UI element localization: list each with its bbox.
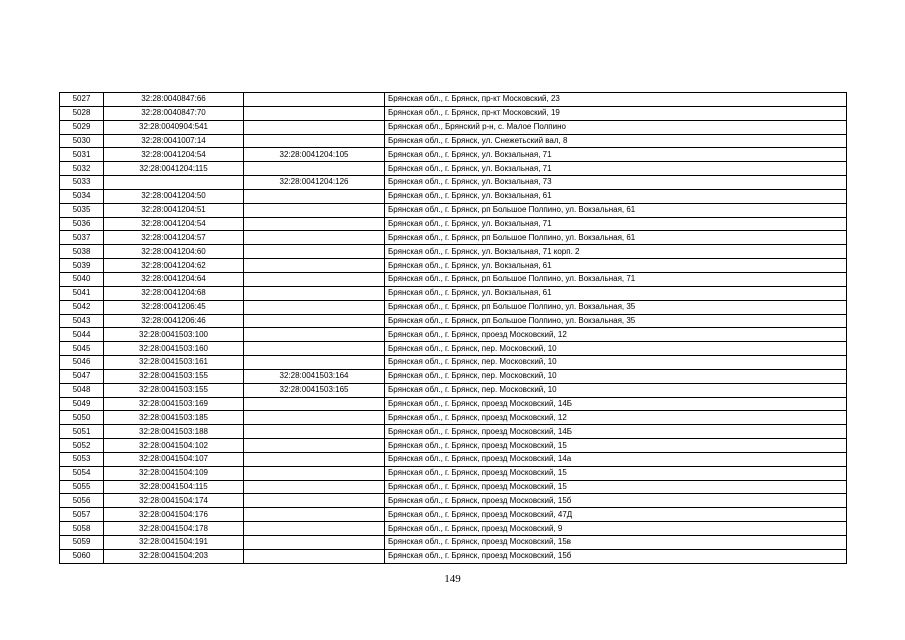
table-row: [60, 134, 847, 148]
cadastral-number-cell: 32:28:0041204:64: [104, 272, 244, 286]
row-number-cell: 5046: [60, 356, 104, 370]
cadastral-number-cell: 32:28:0041504:191: [104, 536, 244, 550]
table-row: [60, 300, 847, 314]
row-number-cell: 5027: [60, 93, 104, 107]
table-row: [60, 217, 847, 231]
row-number-cell: 5049: [60, 397, 104, 411]
table-row: [60, 120, 847, 134]
table-row: [60, 411, 847, 425]
cadastral-number-cell: 32:28:0041504:109: [104, 466, 244, 480]
table-row: [60, 356, 847, 370]
table-row: [60, 93, 847, 107]
cadastral-number-cell: 32:28:0041204:68: [104, 286, 244, 300]
cadastral-number-cell: 32:28:0041503:169: [104, 397, 244, 411]
related-cadastral-number-cell: [244, 259, 385, 273]
page-number: 149: [444, 573, 461, 585]
related-cadastral-number-cell: [244, 106, 385, 120]
address-cell: Брянская обл., г. Брянск, проезд Московский, 47Д: [385, 508, 847, 522]
address-cell: Брянская обл., Брянский р-н, с. Малое Полпино: [385, 120, 847, 134]
table-row: [60, 383, 847, 397]
related-cadastral-number-cell: [244, 425, 385, 439]
row-number-cell: 5033: [60, 176, 104, 190]
related-cadastral-number-cell: [244, 536, 385, 550]
address-cell: Брянская обл., г. Брянск, ул. Вокзальная, 71: [385, 148, 847, 162]
related-cadastral-number-cell: 32:28:0041503:165: [244, 383, 385, 397]
cadastral-number-cell: 32:28:0041206:46: [104, 314, 244, 328]
cadastral-number-cell: 32:28:0041503:188: [104, 425, 244, 439]
row-number-cell: 5045: [60, 342, 104, 356]
address-cell: Брянская обл., г. Брянск, проезд Московский, 15в: [385, 536, 847, 550]
related-cadastral-number-cell: [244, 480, 385, 494]
address-cell: Брянская обл., г. Брянск, проезд Московский, 9: [385, 522, 847, 536]
row-number-cell: 5035: [60, 203, 104, 217]
cadastral-number-cell: 32:28:0041504:115: [104, 480, 244, 494]
table-row: [60, 148, 847, 162]
row-number-cell: 5031: [60, 148, 104, 162]
cadastral-number-cell: 32:28:0041503:161: [104, 356, 244, 370]
related-cadastral-number-cell: [244, 203, 385, 217]
cadastral-number-cell: 32:28:0041503:100: [104, 328, 244, 342]
table-row: [60, 522, 847, 536]
cadastral-number-cell: 32:28:0041204:62: [104, 259, 244, 273]
address-cell: Брянская обл., г. Брянск, ул. Вокзальная, 71: [385, 162, 847, 176]
table-row: [60, 439, 847, 453]
related-cadastral-number-cell: 32:28:0041204:105: [244, 148, 385, 162]
related-cadastral-number-cell: 32:28:0041503:164: [244, 369, 385, 383]
address-cell: Брянская обл., г. Брянск, ул. Вокзальная, 73: [385, 176, 847, 190]
cadastral-number-cell: [104, 176, 244, 190]
table-row: [60, 259, 847, 273]
cadastral-number-cell: 32:28:0041503:155: [104, 383, 244, 397]
row-number-cell: 5036: [60, 217, 104, 231]
address-cell: Брянская обл., г. Брянск, рп Большое Полпино, ул. Вокзальная, 71: [385, 272, 847, 286]
cadastral-number-cell: 32:28:0041204:54: [104, 217, 244, 231]
related-cadastral-number-cell: [244, 342, 385, 356]
row-number-cell: 5037: [60, 231, 104, 245]
related-cadastral-number-cell: [244, 120, 385, 134]
row-number-cell: 5048: [60, 383, 104, 397]
table-row: [60, 397, 847, 411]
row-number-cell: 5030: [60, 134, 104, 148]
table-row: [60, 231, 847, 245]
cadastral-number-cell: 32:28:0041204:54: [104, 148, 244, 162]
row-number-cell: 5040: [60, 272, 104, 286]
address-cell: Брянская обл., г. Брянск, проезд Московский, 15: [385, 466, 847, 480]
cadastral-number-cell: 32:28:0041204:115: [104, 162, 244, 176]
address-cell: Брянская обл., г. Брянск, проезд Московский, 12: [385, 328, 847, 342]
row-number-cell: 5028: [60, 106, 104, 120]
table-row: [60, 342, 847, 356]
table-row: [60, 203, 847, 217]
related-cadastral-number-cell: [244, 452, 385, 466]
address-cell: Брянская обл., г. Брянск, ул. Вокзальная, 71: [385, 217, 847, 231]
address-cell: Брянская обл., г. Брянск, пер. Московский, 10: [385, 356, 847, 370]
address-cell: Брянская обл., г. Брянск, ул. Вокзальная, 61: [385, 259, 847, 273]
related-cadastral-number-cell: [244, 356, 385, 370]
address-cell: Брянская обл., г. Брянск, проезд Московский, 14Б: [385, 397, 847, 411]
address-cell: Брянская обл., г. Брянск, рп Большое Полпино, ул. Вокзальная, 61: [385, 231, 847, 245]
address-cell: Брянская обл., г. Брянск, проезд Московский, 15б: [385, 549, 847, 563]
row-number-cell: 5053: [60, 452, 104, 466]
related-cadastral-number-cell: [244, 494, 385, 508]
address-cell: Брянская обл., г. Брянск, пер. Московский, 10: [385, 342, 847, 356]
table-row: [60, 480, 847, 494]
related-cadastral-number-cell: [244, 397, 385, 411]
cadastral-number-cell: 32:28:0041504:203: [104, 549, 244, 563]
table-row: [60, 508, 847, 522]
cadastral-number-cell: 32:28:0041204:60: [104, 245, 244, 259]
table-row: [60, 189, 847, 203]
related-cadastral-number-cell: [244, 272, 385, 286]
row-number-cell: 5056: [60, 494, 104, 508]
address-cell: Брянская обл., г. Брянск, проезд Московский, 14а: [385, 452, 847, 466]
row-number-cell: 5051: [60, 425, 104, 439]
cadastral-number-cell: 32:28:0041204:51: [104, 203, 244, 217]
related-cadastral-number-cell: [244, 300, 385, 314]
address-cell: Брянская обл., г. Брянск, рп Большое Полпино, ул. Вокзальная, 35: [385, 300, 847, 314]
address-cell: Брянская обл., г. Брянск, пр-кт Московский, 23: [385, 93, 847, 107]
cadastral-number-cell: 32:28:0041504:176: [104, 508, 244, 522]
table-row: [60, 549, 847, 563]
row-number-cell: 5058: [60, 522, 104, 536]
address-cell: Брянская обл., г. Брянск, рп Большое Полпино, ул. Вокзальная, 35: [385, 314, 847, 328]
table-row: [60, 369, 847, 383]
row-number-cell: 5059: [60, 536, 104, 550]
cadastral-number-cell: 32:28:0040847:70: [104, 106, 244, 120]
table-row: [60, 536, 847, 550]
row-number-cell: 5054: [60, 466, 104, 480]
related-cadastral-number-cell: 32:28:0041204:126: [244, 176, 385, 190]
cadastral-number-cell: 32:28:0040847:66: [104, 93, 244, 107]
related-cadastral-number-cell: [244, 328, 385, 342]
related-cadastral-number-cell: [244, 411, 385, 425]
registry-table-body: [60, 93, 847, 564]
related-cadastral-number-cell: [244, 522, 385, 536]
row-number-cell: 5055: [60, 480, 104, 494]
related-cadastral-number-cell: [244, 217, 385, 231]
table-row: [60, 466, 847, 480]
row-number-cell: 5029: [60, 120, 104, 134]
related-cadastral-number-cell: [244, 549, 385, 563]
address-cell: Брянская обл., г. Брянск, ул. Вокзальная, 61: [385, 189, 847, 203]
table-row: [60, 286, 847, 300]
related-cadastral-number-cell: [244, 286, 385, 300]
related-cadastral-number-cell: [244, 93, 385, 107]
table-row: [60, 176, 847, 190]
address-cell: Брянская обл., г. Брянск, ул. Вокзальная, 71 корп. 2: [385, 245, 847, 259]
related-cadastral-number-cell: [244, 245, 385, 259]
related-cadastral-number-cell: [244, 189, 385, 203]
address-cell: Брянская обл., г. Брянск, ул. Вокзальная, 61: [385, 286, 847, 300]
address-cell: Брянская обл., г. Брянск, пер. Московский, 10: [385, 369, 847, 383]
row-number-cell: 5032: [60, 162, 104, 176]
table-row: [60, 272, 847, 286]
row-number-cell: 5042: [60, 300, 104, 314]
row-number-cell: 5043: [60, 314, 104, 328]
table-row: [60, 245, 847, 259]
address-cell: Брянская обл., г. Брянск, рп Большое Полпино, ул. Вокзальная, 61: [385, 203, 847, 217]
table-row: [60, 494, 847, 508]
cadastral-number-cell: 32:28:0041504:178: [104, 522, 244, 536]
cadastral-number-cell: 32:28:0041503:160: [104, 342, 244, 356]
table-row: [60, 452, 847, 466]
table-row: [60, 162, 847, 176]
related-cadastral-number-cell: [244, 162, 385, 176]
address-cell: Брянская обл., г. Брянск, проезд Московский, 15: [385, 439, 847, 453]
related-cadastral-number-cell: [244, 231, 385, 245]
related-cadastral-number-cell: [244, 466, 385, 480]
address-cell: Брянская обл., г. Брянск, проезд Московский, 15: [385, 480, 847, 494]
related-cadastral-number-cell: [244, 134, 385, 148]
table-row: [60, 106, 847, 120]
row-number-cell: 5034: [60, 189, 104, 203]
table-row: [60, 314, 847, 328]
address-cell: Брянская обл., г. Брянск, проезд Московский, 15б: [385, 494, 847, 508]
table-row: [60, 328, 847, 342]
row-number-cell: 5039: [60, 259, 104, 273]
related-cadastral-number-cell: [244, 439, 385, 453]
cadastral-number-cell: 32:28:0041504:174: [104, 494, 244, 508]
row-number-cell: 5044: [60, 328, 104, 342]
row-number-cell: 5060: [60, 549, 104, 563]
cadastral-number-cell: 32:28:0040904:541: [104, 120, 244, 134]
cadastral-number-cell: 32:28:0041504:107: [104, 452, 244, 466]
related-cadastral-number-cell: [244, 508, 385, 522]
cadastral-number-cell: 32:28:0041007:14: [104, 134, 244, 148]
address-cell: Брянская обл., г. Брянск, ул. Снежетьский вал, 8: [385, 134, 847, 148]
cadastral-number-cell: 32:28:0041503:185: [104, 411, 244, 425]
cadastral-number-cell: 32:28:0041504:102: [104, 439, 244, 453]
row-number-cell: 5052: [60, 439, 104, 453]
cadastral-number-cell: 32:28:0041503:155: [104, 369, 244, 383]
address-cell: Брянская обл., г. Брянск, пр-кт Московский, 19: [385, 106, 847, 120]
row-number-cell: 5038: [60, 245, 104, 259]
registry-table: [59, 92, 847, 564]
row-number-cell: 5057: [60, 508, 104, 522]
address-cell: Брянская обл., г. Брянск, проезд Московский, 14Б: [385, 425, 847, 439]
address-cell: Брянская обл., г. Брянск, пер. Московский, 10: [385, 383, 847, 397]
cadastral-number-cell: 32:28:0041204:50: [104, 189, 244, 203]
cadastral-number-cell: 32:28:0041206:45: [104, 300, 244, 314]
related-cadastral-number-cell: [244, 314, 385, 328]
row-number-cell: 5050: [60, 411, 104, 425]
row-number-cell: 5041: [60, 286, 104, 300]
address-cell: Брянская обл., г. Брянск, проезд Московский, 12: [385, 411, 847, 425]
cadastral-number-cell: 32:28:0041204:57: [104, 231, 244, 245]
row-number-cell: 5047: [60, 369, 104, 383]
table-row: [60, 425, 847, 439]
